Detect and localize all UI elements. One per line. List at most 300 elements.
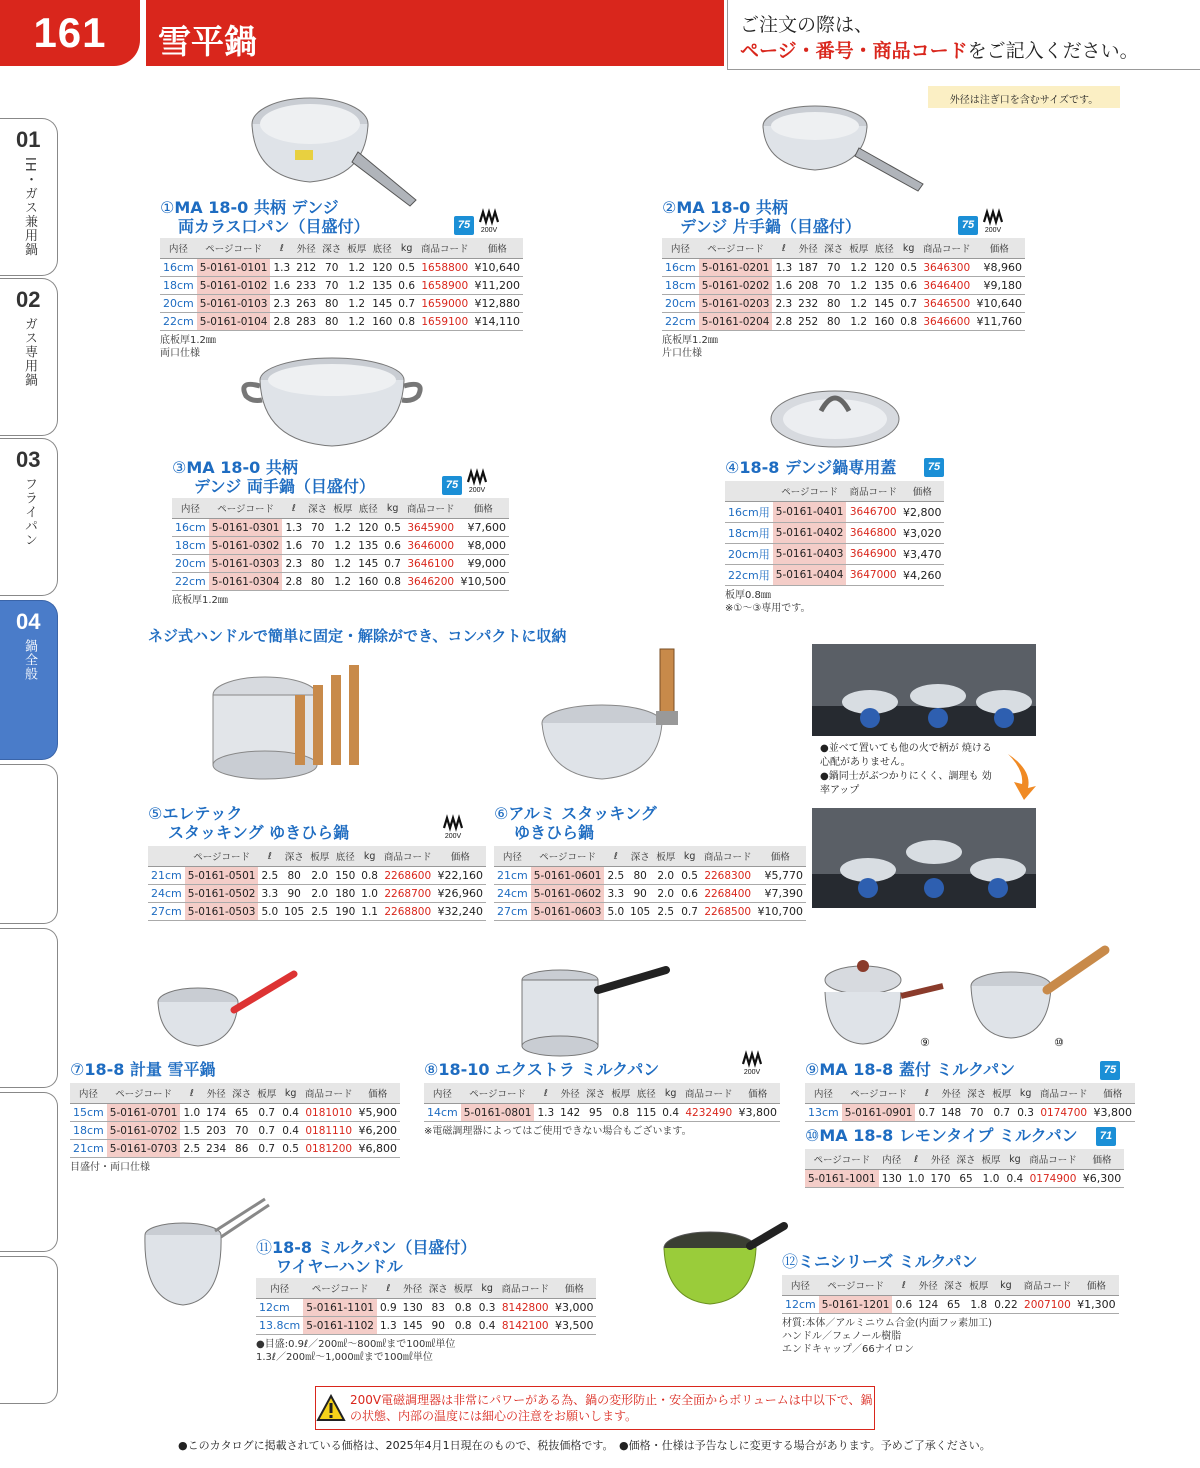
table-header-row [662,238,1025,259]
product-title [494,804,806,823]
pic-mark-10: ⑩ [1054,1036,1064,1049]
price-cell: ¥9,180 [974,277,1026,295]
ih-200v-icon [477,206,501,234]
column-header: 底径 [633,1083,659,1104]
page-code-cell: 5-0161-0702 [107,1122,181,1140]
price-cell: ¥32,240 [435,903,487,921]
side-tabs [0,108,58,1408]
tab-label: ガス専用鍋 [22,317,37,387]
column-header: ℓ [604,846,627,867]
spec-table [782,1275,1119,1314]
page-code-cell: 5-0161-0601 [531,867,605,885]
ih-badge: 75 [442,476,462,495]
spec-cell: 0.4 [279,1122,302,1140]
spec-cell: 174 [203,1104,229,1122]
table-row [662,259,1025,277]
column-header: 外径 [293,238,319,259]
column-header: 底径 [355,498,381,519]
table-row [725,502,944,523]
product-title-line1: 18-10 エクストラ ミルクパン [438,1060,660,1079]
table-header-row [256,1278,596,1299]
table-row [782,1296,1119,1314]
product-number: ④ [725,458,740,477]
product-code-cell: 3646800 [846,523,900,544]
table-header-row [148,846,486,867]
spec-cell: 80 [627,867,653,885]
note-line: 板厚0.8㎜ [725,590,771,601]
column-header: 価格 [457,498,509,519]
column-header: 価格 [1090,1083,1135,1104]
bullet-item: ●鍋同士がぶつかりにくく、調理も 効率アップ [820,771,992,796]
table-row [256,1299,596,1317]
column-header: 商品コード [302,1083,356,1104]
product-number: ① [160,198,175,217]
product-title-line1: MA 18-8 蓋付 ミルクパン [819,1060,1016,1079]
size-cell: 20cm [662,295,699,313]
product-code-cell: 0174700 [1037,1104,1091,1122]
column-header: 内径 [70,1083,107,1104]
page-code-cell: 5-0161-0201 [699,259,773,277]
note-line: 片口仕様 [662,348,702,359]
product-number: ② [662,198,677,217]
product-code-cell: 3647000 [846,565,900,586]
column-header: 板厚 [846,238,871,259]
price-cell: ¥3,470 [900,544,945,565]
spec-cell: 3.3 [258,885,281,903]
product-notes [725,589,944,615]
product-code-cell: 1658900 [418,277,472,295]
spec-cell: 0.5 [279,1140,302,1158]
spec-cell: 0.6 [395,277,418,295]
ih-badge: 75 [1100,1061,1120,1080]
product-title-line1: MA 18-0 共柄 デンジ [174,198,339,217]
size-cell: 18cm [172,537,209,555]
table-row [725,544,944,565]
column-header: 底径 [871,238,897,259]
spec-cell: 1.1 [358,903,381,921]
tab-label: フライパン [22,477,37,547]
size-cell: 21cm [70,1140,107,1158]
column-header: 価格 [900,481,945,502]
size-cell: 24cm [148,885,185,903]
size-cell: 27cm [148,903,185,921]
product-title-line2: デンジ 両手鍋（目盛付） [194,477,375,496]
bullet-item: ●並べて置いても他の火で柄が 焼ける心配がありません。 [820,743,992,768]
column-header: 内径 [879,1149,905,1170]
page-code-cell: 5-0161-0203 [699,295,773,313]
spec-cell: 2.5 [307,903,332,921]
product-title-line1: 18-8 ミルクパン（目盛付） [272,1238,477,1257]
tab-label: IH・ガス兼用鍋 [22,157,37,257]
spec-cell: 0.6 [678,885,701,903]
product-code-cell: 0174900 [1026,1170,1080,1188]
tab-07[interactable] [0,1092,58,1252]
table-row [148,867,486,885]
tab-num: 02 [16,287,41,312]
size-cell: 18cm [160,277,197,295]
table-row [172,519,509,537]
column-header: 板厚 [608,1083,633,1104]
table-header-row [494,846,806,867]
column-header: 外径 [203,1083,229,1104]
product-7 [70,1060,400,1174]
table-header-row [782,1275,1119,1296]
tab-06[interactable] [0,928,58,1088]
product-code-cell: 3646200 [404,573,458,591]
column-header: 商品コード [1026,1149,1080,1170]
price-cell: ¥12,880 [472,295,524,313]
spec-cell: 105 [281,903,307,921]
spec-cell: 0.5 [678,867,701,885]
spec-cell: 190 [332,903,358,921]
spec-cell: 283 [293,313,319,331]
spec-cell: 1.0 [180,1104,203,1122]
column-header: 底径 [332,846,358,867]
page-code-cell: 5-0161-0701 [107,1104,181,1122]
spec-cell: 2.8 [282,573,305,591]
product-code-cell: 1659100 [418,313,472,331]
product-title-line1: MA 18-0 共柄 [186,458,298,477]
ih-badge: 75 [454,216,474,235]
price-cell: ¥3,500 [552,1317,597,1335]
column-header: 外径 [400,1278,426,1299]
table-row [160,295,523,313]
product-code-cell: 3646700 [846,502,900,523]
column-header: 板厚 [330,498,355,519]
size-cell: 16cm [662,259,699,277]
product-11 [256,1238,596,1364]
spec-cell: 86 [229,1140,254,1158]
column-header: 外径 [795,238,821,259]
spec-cell: 70 [305,537,330,555]
note-line: 両口仕様 [160,348,200,359]
spec-cell: 1.2 [330,537,355,555]
spec-table [805,1149,1124,1188]
table-row [160,313,523,331]
spec-cell: 1.3 [534,1104,557,1122]
spec-cell: 0.7 [897,295,920,313]
spec-cell: 2.3 [282,555,305,573]
spec-table [805,1083,1135,1122]
product-title-line2: ワイヤーハンドル [276,1257,403,1276]
spec-cell: 1.3 [377,1317,400,1335]
product-notes [172,594,509,607]
product-notes [160,334,523,360]
spec-cell: 80 [305,555,330,573]
page-title: 雪平鍋 [158,22,257,61]
spec-cell: 2.0 [307,885,332,903]
size-cell: 20cm [172,555,209,573]
product-title [172,458,509,477]
spec-cell: 2.5 [258,867,281,885]
size-cell: 13cm [805,1104,842,1122]
table-row [494,903,806,921]
page-code-cell: 5-0161-0304 [209,573,283,591]
product-code-cell: 2268800 [381,903,435,921]
column-header: 商品コード [404,498,458,519]
product-title [148,804,486,823]
product-10 [805,1126,1124,1188]
table-header-row [160,238,523,259]
price-cell: ¥1,300 [1074,1296,1119,1314]
product-4 [725,458,944,615]
spec-cell: 95 [583,1104,608,1122]
spec-cell: 130 [400,1299,426,1317]
spec-cell: 70 [319,259,344,277]
spec-cell: 203 [203,1122,229,1140]
size-cell: 16cm用 [725,502,773,523]
spec-cell: 0.4 [659,1104,682,1122]
table-row [662,313,1025,331]
spec-cell: 120 [871,259,897,277]
page-code-cell: 5-0161-0901 [842,1104,916,1122]
price-cell: ¥8,960 [974,259,1026,277]
spec-cell: 120 [369,259,395,277]
product-code-cell: 0181200 [302,1140,356,1158]
product-title [782,1252,1119,1271]
table-row [70,1122,400,1140]
page-code-cell: 5-0161-0404 [773,565,847,586]
page-code-cell: 5-0161-1201 [819,1296,893,1314]
size-cell: 18cm [662,277,699,295]
milk-pan-image-11 [135,1195,275,1315]
spec-cell: 0.3 [1014,1104,1037,1122]
product-notes [782,1317,1119,1356]
product-code-cell: 0181110 [302,1122,356,1140]
product-number: ⑥ [494,804,509,823]
spec-cell: 80 [821,295,846,313]
spec-cell: 5.0 [258,903,281,921]
page-code-cell: 5-0161-0403 [773,544,847,565]
spec-cell: 145 [400,1317,426,1335]
page-code-cell: 5-0161-0501 [185,867,259,885]
size-cell: 12cm [256,1299,303,1317]
spec-cell: 0.8 [358,867,381,885]
product-title-line1: MA 18-0 共柄 [676,198,788,217]
column-header: 深さ [426,1278,451,1299]
tab-08[interactable] [0,1256,58,1404]
column-header: 板厚 [989,1083,1014,1104]
footer-note: ●このカタログに掲載されている価格は、2025年4月1日現在のもので、税抜価格です。 ●価格・仕様は予告なしに変更する場合があります。予めご了承ください。 [178,1439,991,1452]
size-cell: 15cm [70,1104,107,1122]
spec-cell: 0.5 [381,519,404,537]
column-header: ページコード [461,1083,535,1104]
milk-pan-image-12 [660,1218,790,1318]
spec-cell: 2.0 [653,885,678,903]
warning-icon [316,1386,346,1430]
tab-03[interactable] [0,438,58,596]
ih-200v-icon [465,466,489,494]
column-header: kg [1004,1149,1027,1170]
table-header-row [725,481,944,502]
price-cell: ¥9,000 [457,555,509,573]
size-cell: 21cm [148,867,185,885]
page-code-cell: 5-0161-0401 [773,502,847,523]
spec-cell: 1.2 [846,277,871,295]
size-cell: 27cm [494,903,531,921]
column-header: kg [1014,1083,1037,1104]
order-note-red: ページ・番号・商品コード [740,40,968,62]
icon-label: 200V [984,227,1002,234]
note-line: ハンドル／フェノール樹脂 [782,1331,902,1342]
column-header: kg [476,1278,499,1299]
note-line: 目盛付・両口仕様 [70,1162,150,1173]
ih-200v-icon [981,206,1005,234]
column-header: 内径 [494,846,531,867]
page-code-cell: 5-0161-0502 [185,885,259,903]
column-header: kg [395,238,418,259]
column-header: ℓ [892,1275,915,1296]
column-header: ℓ [772,238,795,259]
note-line: 底板厚1.2㎜ [160,335,216,346]
spec-cell: 1.2 [344,313,369,331]
page-code-cell: 5-0161-0602 [531,885,605,903]
table-row [172,573,509,591]
spec-cell: 80 [319,295,344,313]
spec-cell: 2.5 [653,903,678,921]
spec-cell: 70 [821,259,846,277]
tab-05[interactable] [0,764,58,924]
product-number: ③ [172,458,187,477]
spec-cell: 148 [938,1104,964,1122]
ih-badge: 71 [1096,1127,1116,1146]
column-header: ℓ [270,238,293,259]
spec-cell: 232 [795,295,821,313]
column-header: 価格 [736,1083,781,1104]
spec-cell: 1.2 [344,259,369,277]
table-row [172,537,509,555]
table-row [805,1104,1135,1122]
spec-cell: 1.2 [344,295,369,313]
spec-cell: 105 [627,903,653,921]
spec-cell: 1.3 [772,259,795,277]
spec-cell: 135 [355,537,381,555]
column-header: 外径 [557,1083,583,1104]
column-header: 板厚 [344,238,369,259]
spec-table [725,481,944,586]
size-cell: 12cm [782,1296,819,1314]
stove-photo-1 [812,644,1036,736]
price-cell: ¥2,800 [900,502,945,523]
spec-cell: 70 [821,277,846,295]
spec-cell: 135 [871,277,897,295]
column-header: 外径 [938,1083,964,1104]
column-header: ページコード [805,1149,879,1170]
order-note [727,0,1200,70]
product-9 [805,1060,1135,1122]
column-header: 内径 [256,1278,303,1299]
tab-02[interactable] [0,278,58,436]
spec-cell: 1.2 [846,313,871,331]
column-header: 価格 [552,1278,597,1299]
product-title [662,198,1025,217]
table-header-row [172,498,509,519]
spec-table [494,846,806,921]
pot-image-3 [232,350,432,460]
pic-mark-9: ⑨ [920,1036,930,1049]
product-code-cell: 2268300 [701,867,755,885]
table-row [725,523,944,544]
spec-cell: 80 [821,313,846,331]
column-header: 価格 [435,846,487,867]
spec-cell: 0.7 [254,1122,279,1140]
price-cell: ¥7,390 [754,885,806,903]
spec-cell: 70 [964,1104,989,1122]
ih-200v-icon [441,812,465,840]
table-row [148,885,486,903]
column-header: 深さ [319,238,344,259]
tab-04[interactable] [0,600,58,760]
product-notes [70,1161,400,1174]
spec-table [148,846,486,921]
page-code-cell: 5-0161-0302 [209,537,283,555]
spec-cell: 1.0 [979,1170,1004,1188]
product-code-cell: 8142100 [498,1317,552,1335]
price-cell: ¥7,600 [457,519,509,537]
note-line: エンドキャップ／66ナイロン [782,1344,915,1355]
column-header: 内径 [424,1083,461,1104]
size-cell: 22cm [160,313,197,331]
product-title-line1: ミニシリーズ ミルクパン [798,1252,978,1271]
column-header: kg [358,846,381,867]
product-code-cell: 2268400 [701,885,755,903]
spec-cell: 180 [332,885,358,903]
column-header: 価格 [974,238,1026,259]
table-row [494,885,806,903]
product-number: ⑨ [805,1060,820,1079]
page-number: 161 [0,0,140,66]
table-header-row [424,1083,780,1104]
page-code-cell: 5-0161-0103 [197,295,271,313]
spec-table [424,1083,780,1122]
price-cell: ¥3,020 [900,523,945,544]
column-header: 深さ [281,846,307,867]
spec-cell: 120 [355,519,381,537]
product-title-line1: MA 18-8 レモンタイプ ミルクパン [819,1126,1078,1145]
spec-cell: 1.6 [282,537,305,555]
spec-cell: 1.2 [330,555,355,573]
table-header-row [70,1083,400,1104]
column-header: 底径 [369,238,395,259]
spec-table [172,498,509,591]
product-number: ⑤ [148,804,163,823]
product-6 [494,804,806,921]
tab-01[interactable] [0,118,58,276]
spec-cell: 0.7 [381,555,404,573]
column-header: 板厚 [653,846,678,867]
spec-cell: 115 [633,1104,659,1122]
milk-pan-image-8 [512,964,672,1064]
icon-label: 200V [480,227,498,234]
page-code-cell: 5-0161-0104 [197,313,271,331]
column-header: 内径 [782,1275,819,1296]
spec-cell: 0.7 [395,295,418,313]
page-code-cell: 5-0161-0101 [197,259,271,277]
spec-cell: 2.8 [772,313,795,331]
feature-catchcopy: ネジ式ハンドルで簡単に固定・解除ができ、コンパクトに収納 [148,627,567,645]
column-header: 深さ [941,1275,966,1296]
price-cell: ¥6,200 [355,1122,400,1140]
order-note-rest: をご記入ください。 [967,40,1139,62]
price-cell: ¥4,260 [900,565,945,586]
product-title-line2: スタッキング ゆきひら鍋 [168,823,350,842]
product-title [256,1238,596,1257]
product-code-cell: 3646900 [846,544,900,565]
note-line: 1.3ℓ／200㎖～1,000㎖まで100㎖単位 [256,1352,433,1363]
column-header: 価格 [1080,1149,1125,1170]
product-title-line1: 18-8 デンジ鍋専用蓋 [739,458,897,477]
product-title [725,458,944,477]
